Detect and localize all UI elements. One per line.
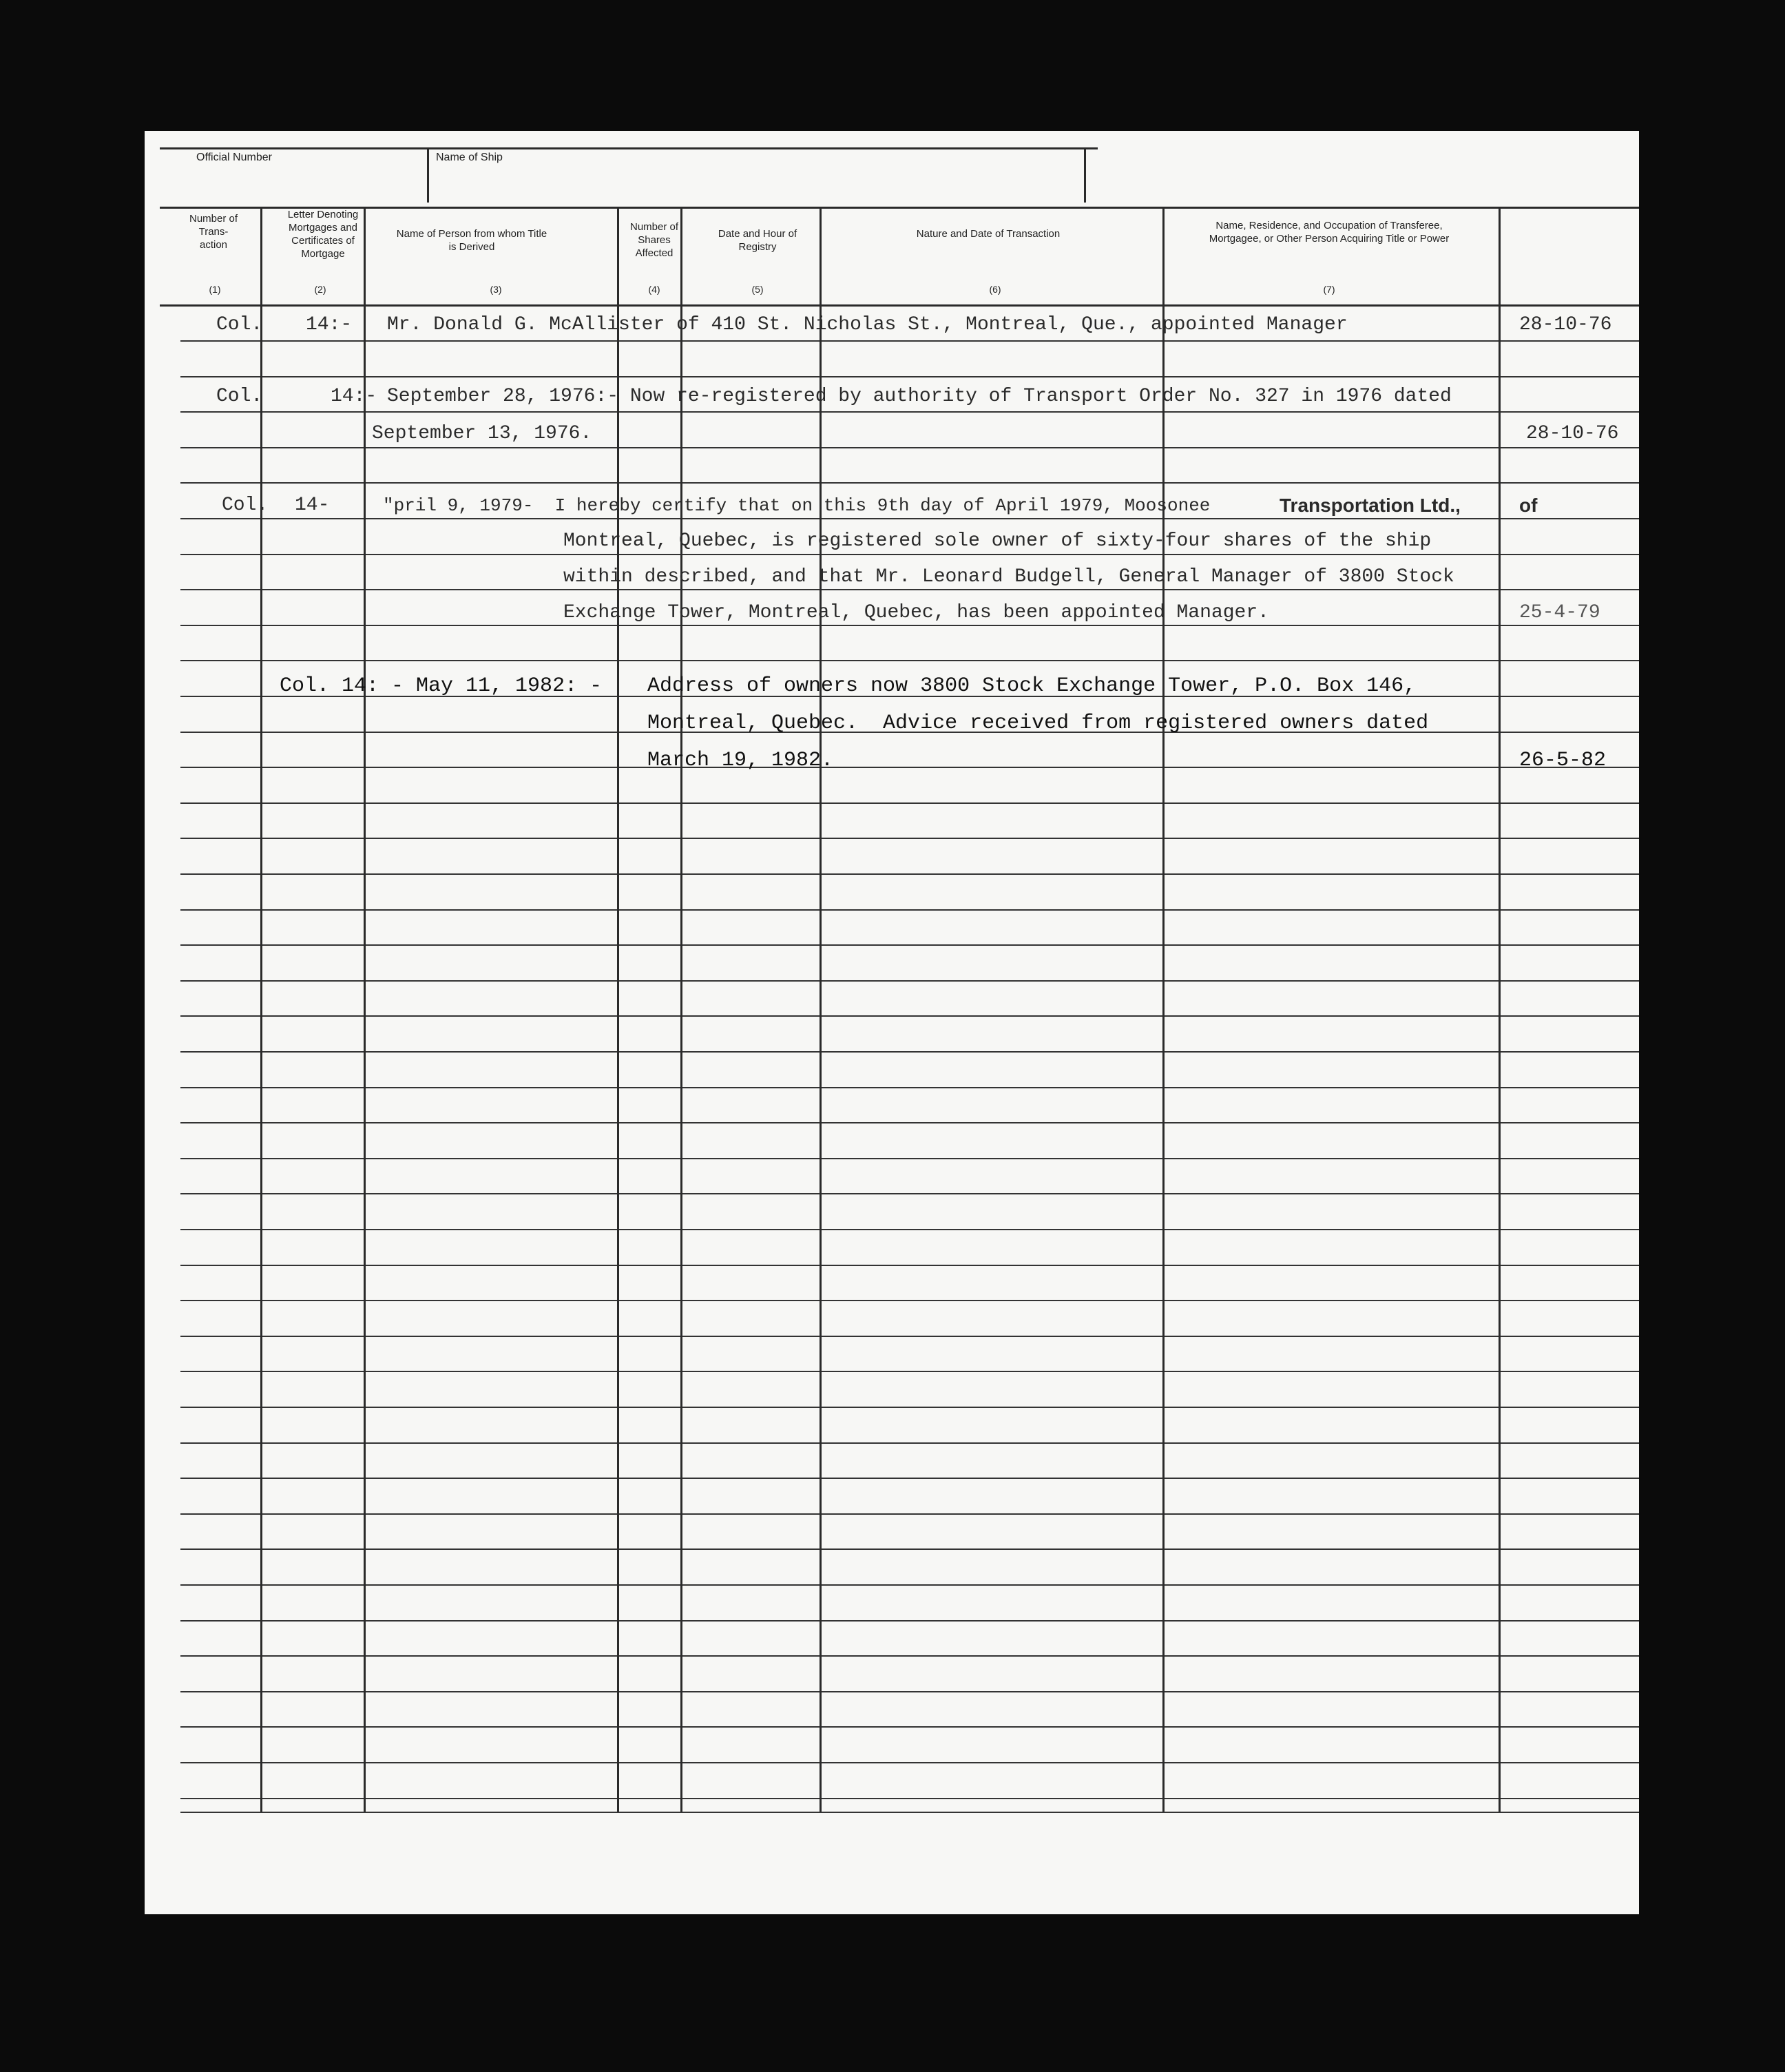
ruled-line	[180, 1015, 1639, 1017]
col6-number: (6)	[989, 284, 1001, 295]
ruled-line	[180, 1122, 1639, 1123]
ruled-line	[180, 1513, 1639, 1515]
ruled-line	[180, 1300, 1639, 1301]
ruled-line	[180, 873, 1639, 875]
entry4-text-line1: Address of owners now 3800 Stock Exchange Tower, P.O. Box 146,	[647, 674, 1417, 698]
ruled-line	[180, 1762, 1639, 1763]
entry2-col: Col.	[216, 386, 263, 407]
entry2-text-line1: September 28, 1976:- Now re-registered by authority of Transport Order No. 327 in 1976 dated	[387, 386, 1452, 407]
entry3-company-name: Transportation Ltd.,	[1280, 495, 1461, 516]
ruled-line	[180, 1478, 1639, 1479]
entry1-num: 14:-	[306, 314, 353, 335]
ruled-line	[180, 411, 1639, 413]
header-divider	[427, 147, 429, 203]
ruled-line	[180, 1407, 1639, 1408]
ruled-line	[180, 1371, 1639, 1372]
col1-header: Number of Trans- action	[189, 213, 238, 251]
ruled-line	[180, 1229, 1639, 1230]
entry4-text-line3: March 19, 1982.	[647, 749, 834, 772]
ruled-line	[180, 482, 1639, 484]
ruled-line	[180, 1620, 1639, 1622]
ruled-line	[180, 589, 1639, 590]
ruled-line	[180, 909, 1639, 911]
ruled-line	[180, 838, 1639, 839]
col5-number: (5)	[751, 284, 764, 295]
column-header-bottom-rule	[160, 304, 1639, 307]
ruled-line	[180, 660, 1639, 661]
ruled-line	[180, 1726, 1639, 1728]
entry3-of: of	[1519, 495, 1538, 516]
ruled-line	[180, 554, 1639, 555]
entry4-date: 26-5-82	[1519, 749, 1607, 772]
col2-number: (2)	[314, 284, 326, 295]
ruled-line	[180, 1442, 1639, 1444]
register-page	[145, 131, 1639, 1914]
ruled-line	[180, 802, 1639, 804]
col7-header: Name, Residence, and Occupation of Transferee, Mortgagee, or Other Person Acquiring Title or Power	[1209, 220, 1450, 245]
ruled-line	[180, 944, 1639, 946]
col5-header: Date and Hour of Registry	[718, 228, 797, 253]
ruled-line	[180, 1051, 1639, 1053]
column-header-top-rule	[160, 207, 1639, 209]
entry3-text-line2: Montreal, Quebec, is registered sole owner of sixty-four shares of the ship	[563, 530, 1432, 552]
entry2-date: 28-10-76	[1526, 423, 1619, 444]
ruled-line	[180, 1158, 1639, 1159]
entry3-text-line1: "pril 9, 1979- I hereby certify that on this 9th day of April 1979, Moosonee	[383, 495, 1211, 516]
ruled-line	[180, 1265, 1639, 1266]
column-divider	[1499, 207, 1501, 1812]
ruled-line	[180, 1193, 1639, 1194]
col3-number: (3)	[490, 284, 502, 295]
header-top-rule	[160, 147, 1098, 149]
ruled-line	[180, 376, 1639, 377]
entry1-text: Mr. Donald G. McAllister of 410 St. Nicholas St., Montreal, Que., appointed Manager	[387, 314, 1348, 335]
entry3-col: Col.	[222, 495, 269, 516]
ruled-line	[180, 1336, 1639, 1337]
official-number-label: Official Number	[196, 152, 272, 163]
column-divider	[1162, 207, 1165, 1812]
col1-number: (1)	[209, 284, 221, 295]
ruled-line	[180, 980, 1639, 982]
ruled-line	[180, 518, 1639, 519]
header-right-edge	[1084, 147, 1086, 203]
ruled-line	[180, 447, 1639, 448]
ruled-line	[180, 340, 1639, 342]
column-divider	[680, 207, 682, 1812]
col3-header: Name of Person from whom Title is Derived	[396, 228, 547, 253]
col7-number: (7)	[1323, 284, 1335, 295]
entry1-date: 28-10-76	[1519, 314, 1612, 335]
entry3-text-line4: Exchange Tower, Montreal, Quebec, has been appointed Manager.	[563, 602, 1269, 623]
col4-header: Number of Shares Affected	[629, 221, 679, 259]
col2-header: Letter Denoting Mortgages and Certificates of Mortgage	[287, 209, 359, 260]
column-divider	[364, 207, 366, 1812]
entry3-text-line3: within described, and that Mr. Leonard Budgell, General Manager of 3800 Stock	[563, 566, 1454, 588]
ruled-line	[180, 767, 1639, 768]
entry2-text-line2: September 13, 1976.	[372, 423, 592, 444]
ruled-line	[180, 1655, 1639, 1657]
ruled-line	[180, 1812, 1639, 1813]
col4-number: (4)	[648, 284, 660, 295]
entry3-date: 25-4-79	[1519, 602, 1600, 623]
entry3-num: 14-	[295, 495, 330, 516]
entry1-col: Col.	[216, 314, 263, 335]
col6-header: Nature and Date of Transaction	[916, 228, 1061, 240]
ruled-line	[180, 1691, 1639, 1692]
ruled-line	[180, 1087, 1639, 1088]
column-divider	[617, 207, 619, 1812]
ruled-line	[180, 1584, 1639, 1586]
entry2-num: 14:-	[331, 386, 377, 407]
ruled-line	[180, 1548, 1639, 1550]
entry4-text-line2: Montreal, Quebec. Advice received from registered owners dated	[647, 712, 1429, 735]
entry4-lead: Col. 14: - May 11, 1982: -	[280, 674, 603, 698]
ruled-line	[180, 1798, 1639, 1799]
column-divider	[260, 207, 262, 1812]
ship-name-label: Name of Ship	[436, 152, 503, 163]
column-divider	[820, 207, 822, 1812]
ruled-line	[180, 625, 1639, 626]
